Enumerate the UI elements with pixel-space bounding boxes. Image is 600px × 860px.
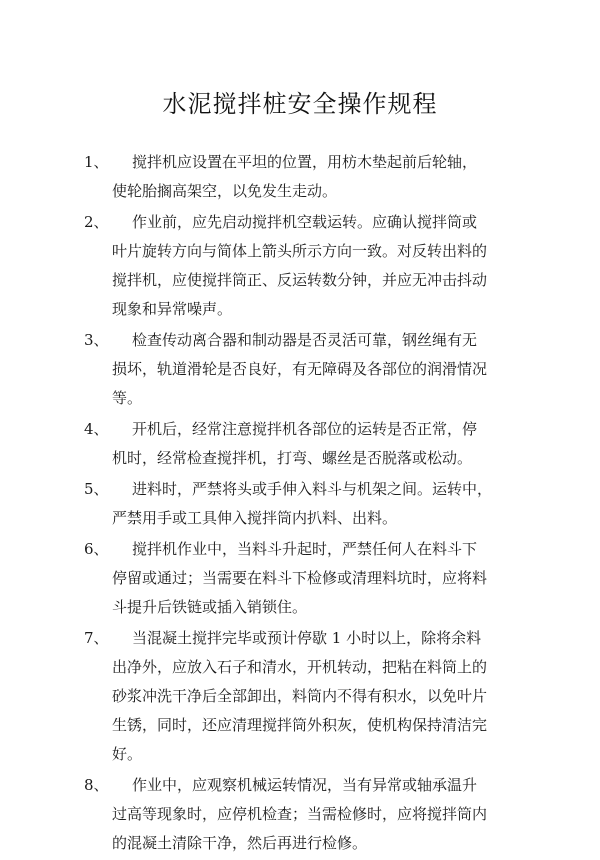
rule-text-line: 过高等现象时，应停机检查；当需检修时，应将搅拌筒内 xyxy=(112,805,488,823)
rules-list xyxy=(84,148,524,860)
rule-text-line: 机时，经常检查搅拌机，打弯、螺丝是否脱落或松动。 xyxy=(112,449,473,467)
rule-text-line: 搅拌机，应使搅拌筒正、反运转数分钟，并应无冲击抖动 xyxy=(112,271,488,289)
rule-text-line: 出净外，应放入石子和清水，开机转动，把粘在料筒上的 xyxy=(112,658,488,676)
rule-text-line: 等。 xyxy=(112,389,143,407)
rule-text-line: 开机后，经常注意搅拌机各部位的运转是否正常，停 xyxy=(132,420,478,438)
rule-text-line: 损坏，轨道滑轮是否良好，有无障碍及各部位的润滑情况 xyxy=(112,360,488,378)
rule-item xyxy=(84,535,524,622)
rule-number: 8、 xyxy=(84,776,109,794)
rule-number: 7、 xyxy=(84,629,109,647)
rule-item xyxy=(84,475,524,533)
rule-number: 4、 xyxy=(84,420,109,438)
rule-item xyxy=(84,326,524,413)
rule-text-line: 生锈，同时，还应清理搅拌筒外积灰，使机构保持清洁完 xyxy=(112,716,488,734)
rule-text-line: 严禁用手或工具伸入搅拌筒内扒料、出料。 xyxy=(112,509,398,527)
rule-text-line: 检查传动离合器和制动器是否灵活可靠，钢丝绳有无 xyxy=(132,331,478,349)
rule-text-line: 搅拌机作业中，当料斗升起时，严禁任何人在料斗下 xyxy=(132,540,478,558)
rule-text-line: 好。 xyxy=(112,745,143,763)
document-title: 水泥搅拌桩安全操作规程 xyxy=(162,90,438,118)
rule-number: 3、 xyxy=(84,331,109,349)
rule-number: 2、 xyxy=(84,213,109,231)
rule-text-line: 当混凝土搅拌完毕或预计停歇 1 小时以上，除将余料 xyxy=(132,629,482,647)
rule-number: 1、 xyxy=(84,153,109,171)
rule-text-line: 搅拌机应设置在平坦的位置，用枋木垫起前后轮轴， xyxy=(132,153,478,171)
rule-item xyxy=(84,208,524,324)
rule-text-line: 斗提升后铁链或插入销锁住。 xyxy=(112,598,308,616)
rule-text-line: 使轮胎搁高架空，以免发生走动。 xyxy=(112,182,338,200)
rule-number: 5、 xyxy=(84,480,109,498)
rule-number: 6、 xyxy=(84,540,109,558)
rule-item xyxy=(84,148,524,206)
rule-text-line: 现象和异常噪声。 xyxy=(112,300,233,318)
rule-item xyxy=(84,771,524,858)
rule-text-line: 停留或通过；当需要在料斗下检修或清理料坑时，应将料 xyxy=(112,569,488,587)
rule-text-line: 作业前，应先启动搅拌机空载运转。应确认搅拌筒或 xyxy=(132,213,478,231)
rule-item xyxy=(84,624,524,769)
rule-text-line: 叶片旋转方向与简体上箭头所示方向一致。对反转出料的 xyxy=(112,242,488,260)
rule-text-line: 砂浆冲洗干净后全部卸出，料筒内不得有积水，以免叶片 xyxy=(112,687,488,705)
rule-text-line: 作业中，应观察机械运转情况，当有异常或轴承温升 xyxy=(132,776,478,794)
rule-text-line: 进料时，严禁将头或手伸入料斗与机架之间。运转中， xyxy=(132,480,493,498)
rule-item xyxy=(84,415,524,473)
rule-text-line: 的混凝土清除干净，然后再进行检修。 xyxy=(112,834,368,852)
